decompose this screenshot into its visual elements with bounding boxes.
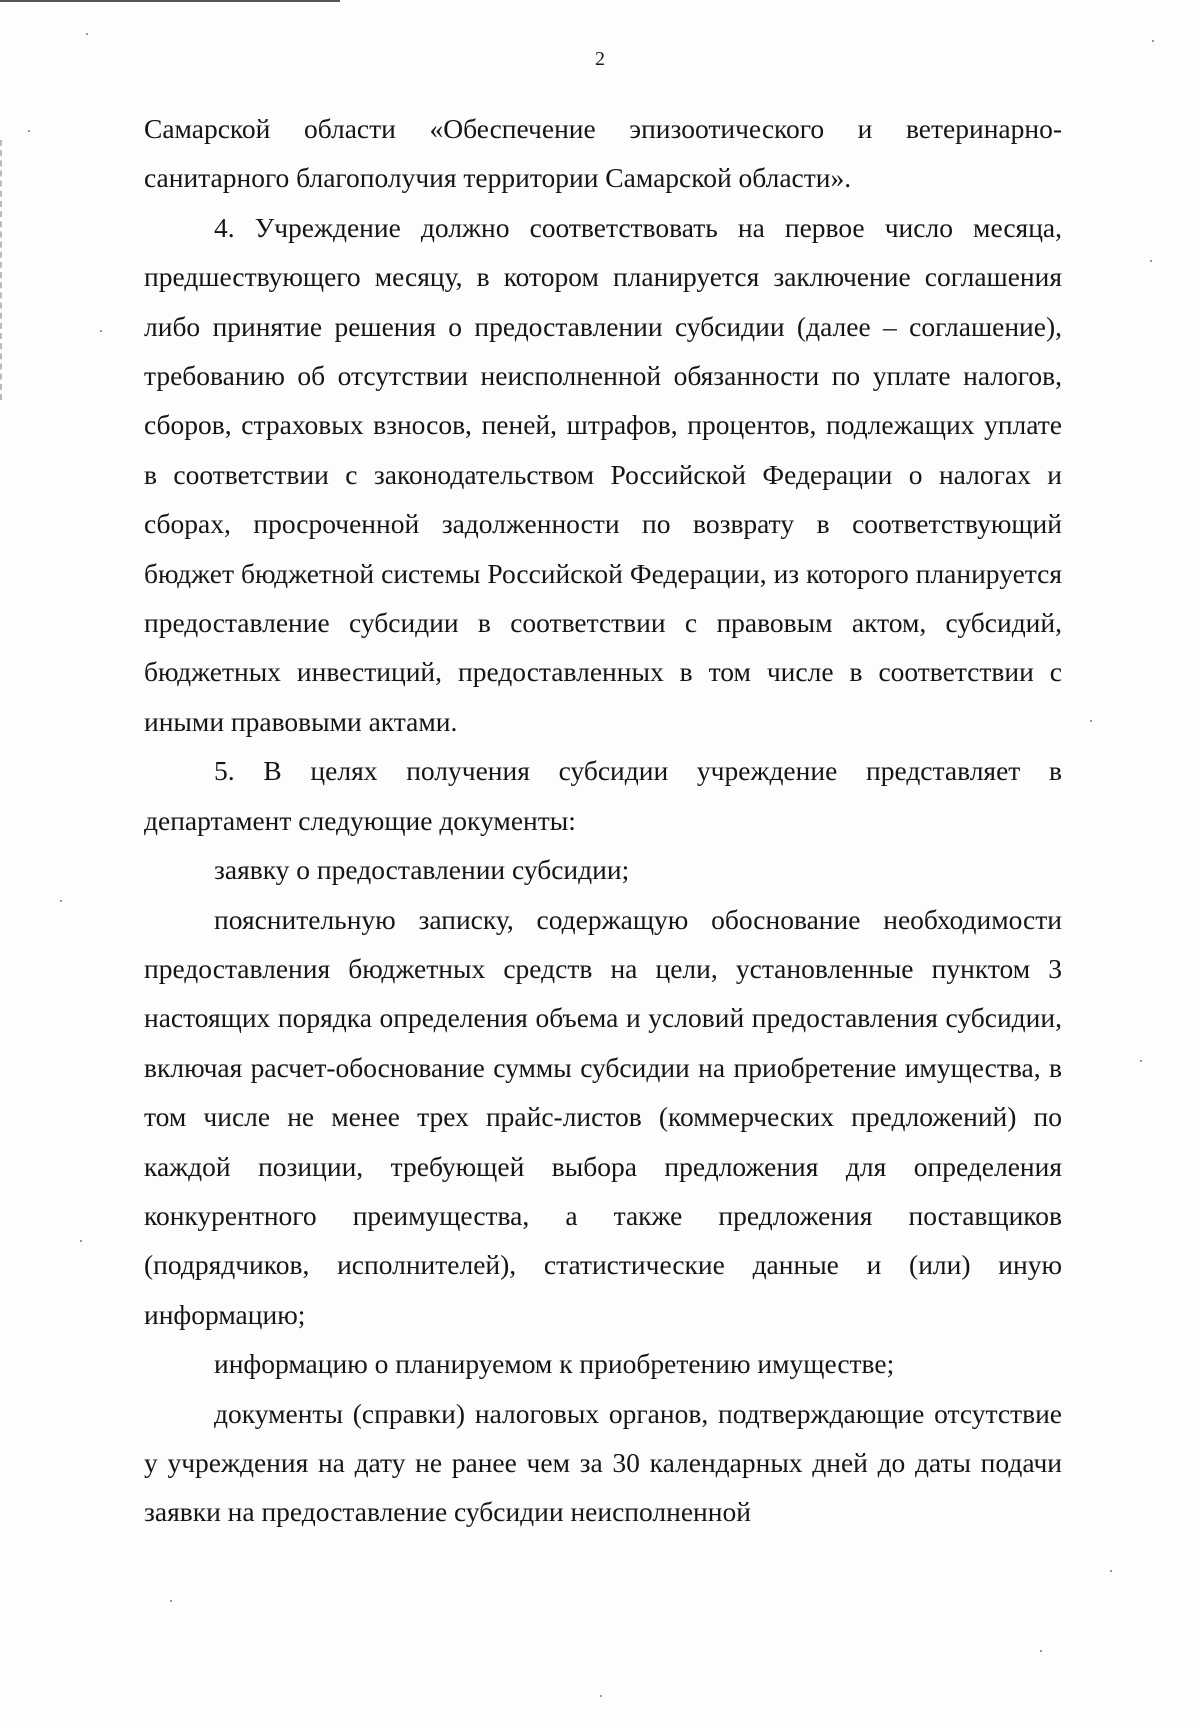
scan-edge-line	[0, 0, 340, 8]
paragraph-item-4: 4. Учреждение должно соответствовать на первое число месяца, предшествующего месяцу, в котором планируется заключение соглашения либо принятие решения о предоставлении субсидии (далее – соглашение), требованию об отсутствии неисполненной обязанности по уплате налогов, сборов, страховых взносов, пеней, штрафов, процентов, подлежащих уплате в соответствии с законодательством Российской Федерации о налогах и сборах, просроченной задолженности по возврату в соответствующий бюджет бюджетной системы Российской Федерации, из которого планируется предоставление субсидии в соответствии с правовым актом, субсидий, бюджетных инвестиций, предоставленных в том числе в соответствии с иными правовыми актами.	[144, 211, 1062, 737]
scan-speck	[80, 1240, 82, 1242]
scan-speck	[86, 33, 88, 35]
scan-speck	[60, 900, 62, 902]
paragraph-item-5: 5. В целях получения субсидии учреждение представляет в департамент следующие документы:	[144, 755, 1062, 836]
scan-speck	[100, 330, 102, 332]
scan-speck	[1110, 1570, 1112, 1572]
scan-speck	[28, 130, 30, 132]
paragraph-explanatory-note: пояснительную записку, содержащую обоснование необходимости предоставления бюджетных средств на цели, установленные пунктом 3 настоящих порядка определения объема и условий предоставления субсидии, включая расчет-обоснование суммы субсидии на приобретение имущества, в том числе не менее трех прайс-листов (коммерческих предложений) по каждой позиции, требующей выбора предложения для определения конкурентного преимущества, а также предложения поставщиков (подрядчиков, исполнителей), статистические данные и (или) иную информацию;	[144, 903, 1062, 1330]
paragraph-tax-documents: документы (справки) налоговых органов, подтверждающие отсутствие у учреждения на дату не ранее чем за 30 календарных дней до даты подачи заявки на предоставление субсидии неисполненной	[144, 1397, 1062, 1528]
scan-speck	[1150, 260, 1152, 262]
scan-speck	[1040, 1650, 1042, 1652]
document-body	[144, 104, 1062, 1537]
paragraph-application: заявку о предоставлении субсидии;	[214, 854, 630, 886]
paragraph-continuation: Самарской области «Обеспечение эпизоотического и ветеринарно-санитарного благополучия территории Самарской области».	[144, 113, 1062, 194]
paragraph-property-info: информацию о планируемом к приобретению имуществе;	[214, 1348, 895, 1380]
page-number: 2	[595, 48, 605, 70]
scan-speck	[1140, 1060, 1142, 1062]
scan-speck	[1152, 40, 1154, 42]
scan-speck	[1090, 720, 1092, 722]
scan-speck	[170, 1600, 172, 1602]
scan-margin-artifact	[0, 140, 5, 400]
scan-speck	[600, 1695, 602, 1697]
